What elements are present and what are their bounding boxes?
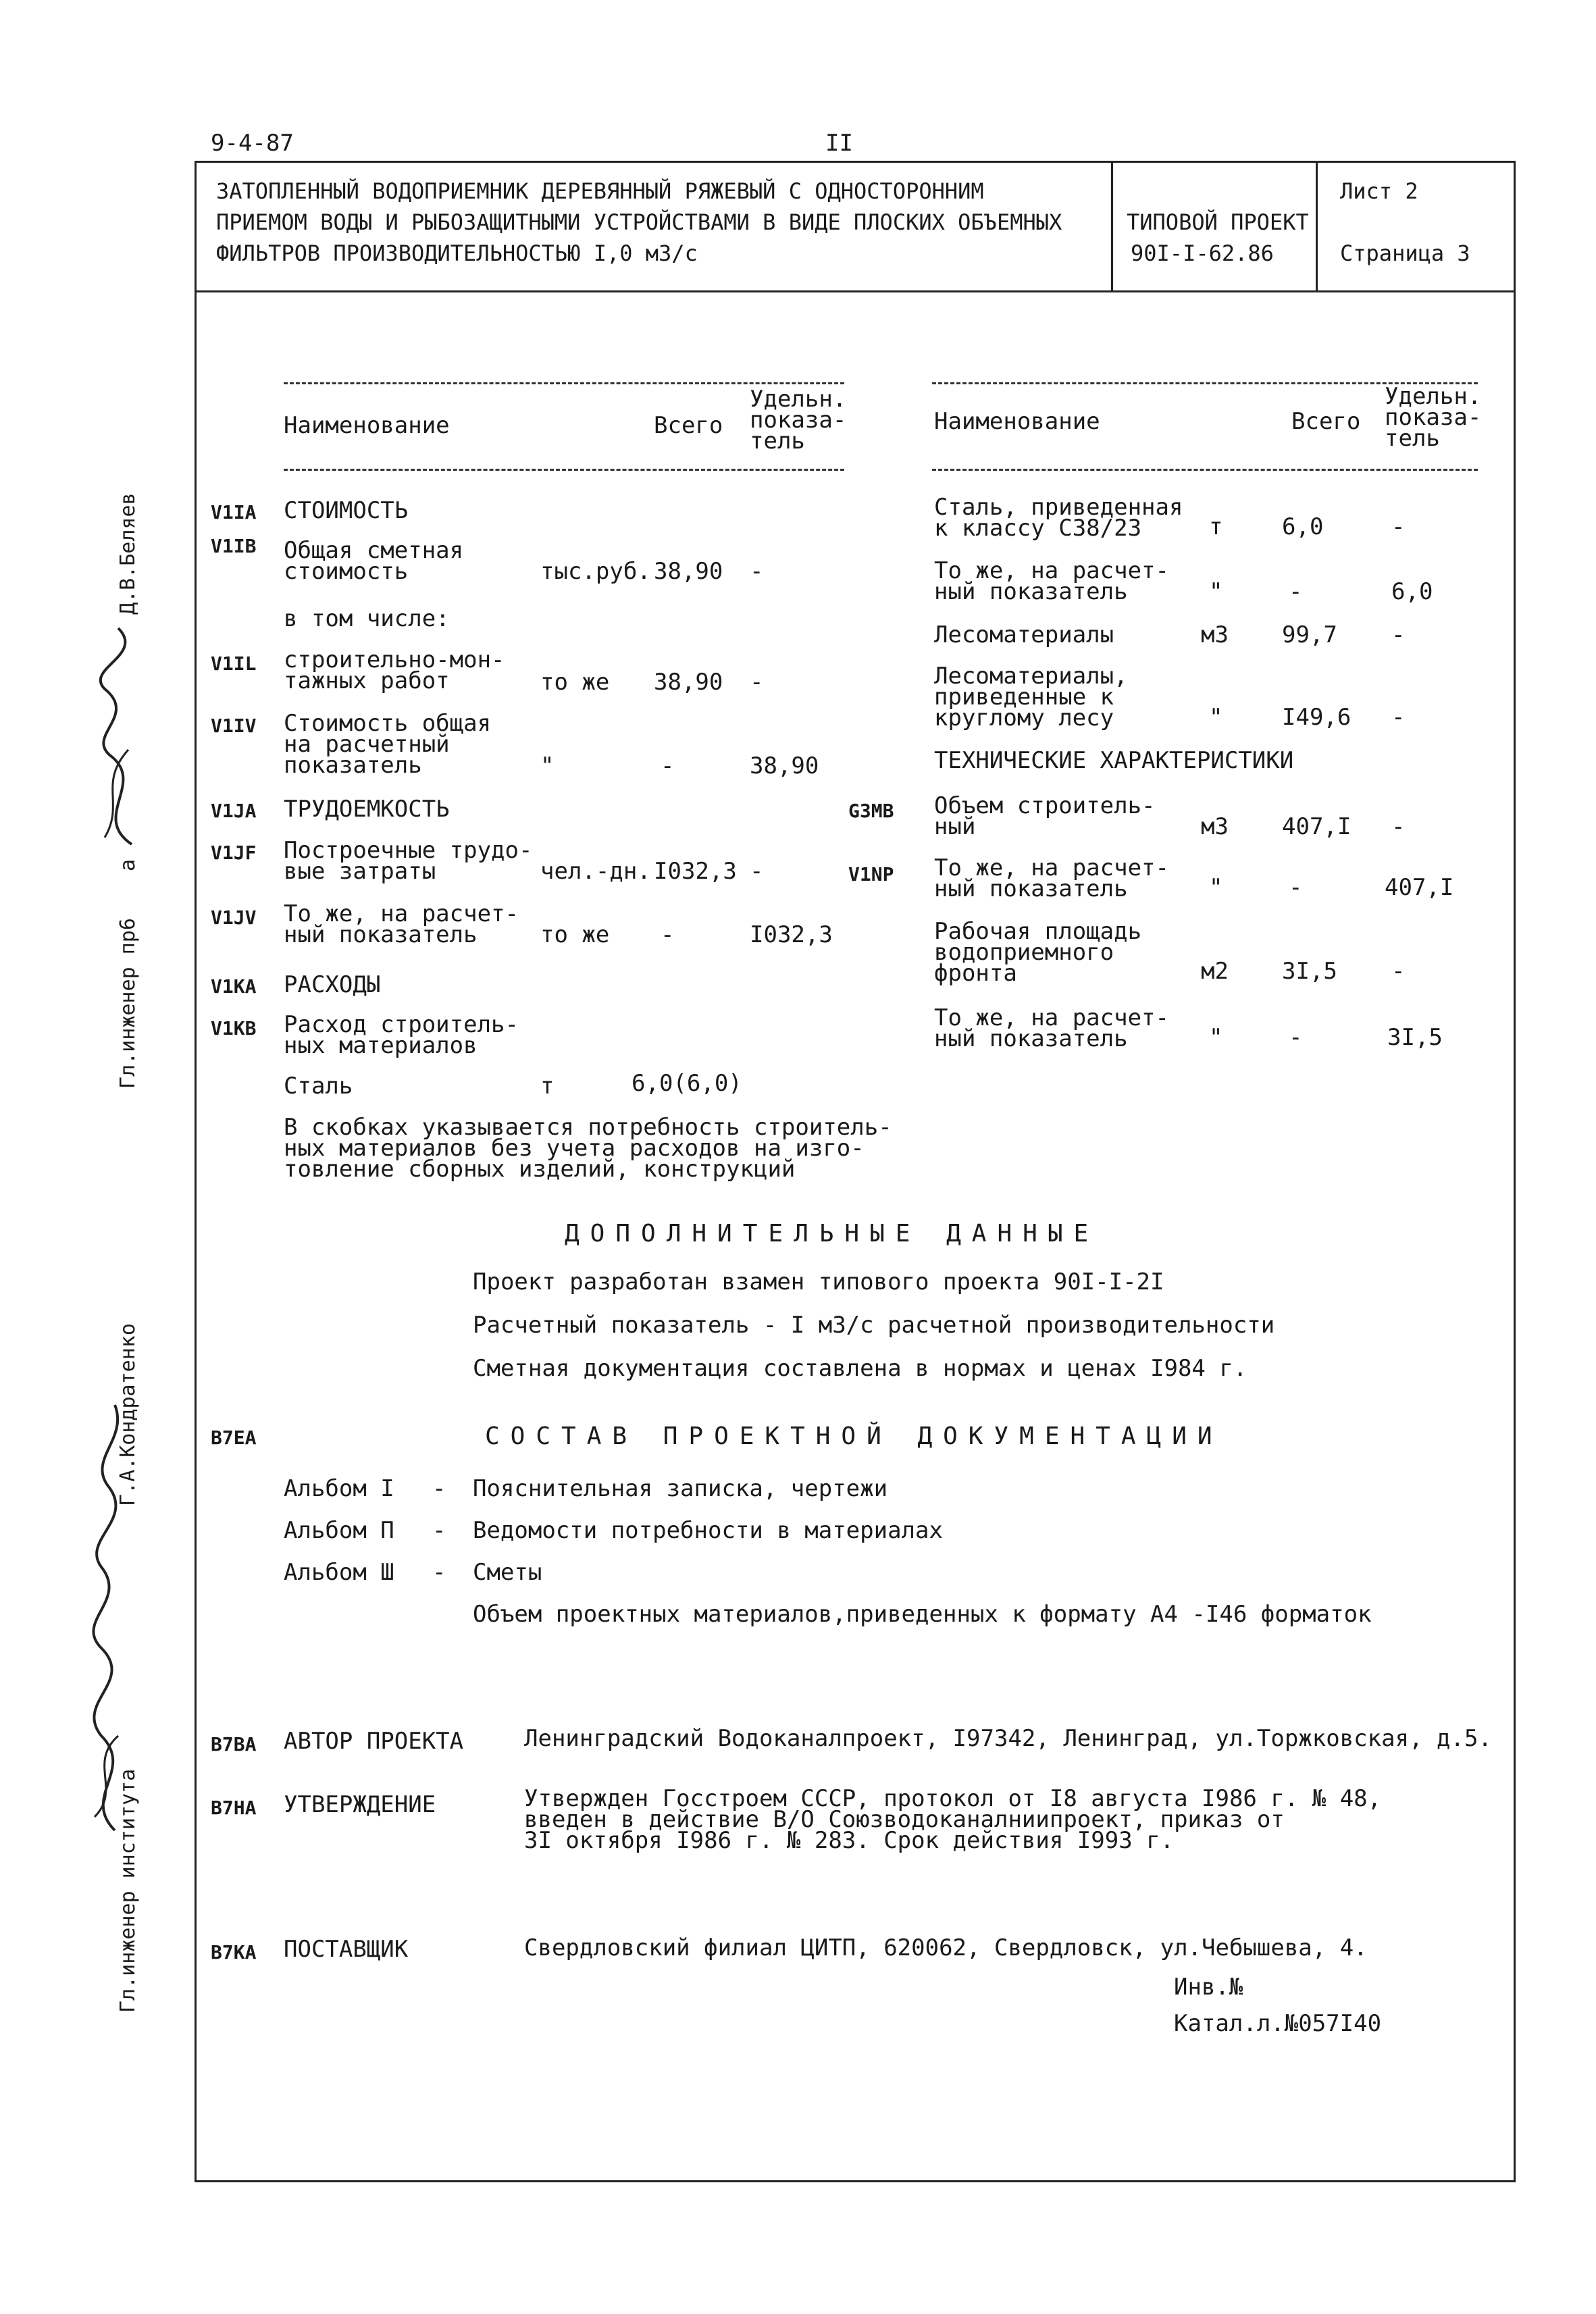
left-header-name: Наименование [284, 412, 450, 439]
right-table-header-rule [932, 469, 1478, 471]
inventory-number: Инв.№ [1174, 1974, 1243, 2001]
row-unit: то же [540, 669, 610, 696]
composition-code: B7EA [211, 1426, 257, 1449]
row-name: Лесоматериалы, приведенные к круглому лесу [934, 663, 1128, 731]
row-name: Общая сметная стоимость [284, 537, 464, 585]
right-header-specific: Удельн. показа- тель [1385, 383, 1482, 452]
margin-role-top: Гл.инженер пр6 [116, 918, 140, 1089]
row-unit: т [1209, 513, 1223, 540]
row-total: 6,0(6,0) [632, 1070, 742, 1097]
row-name: строительно-мон- тажных работ [284, 646, 505, 694]
row-code: V1KB [211, 1017, 257, 1039]
row-specific: 6,0 [1391, 578, 1433, 605]
row-name: То же, на расчет- ный показатель [934, 854, 1169, 902]
row-code: V1KA [211, 975, 257, 998]
row-specific: - [1391, 813, 1406, 840]
row-code: V1NP [848, 863, 894, 885]
page-number: II [825, 130, 853, 157]
title-line-2: ПРИЕМОМ ВОДЫ И РЫБОЗАЩИТНЫМИ УСТРОЙСТВАМИ В ВИДЕ ПЛОСКИХ ОБЪЕМНЫХ [216, 209, 1062, 235]
row-unit: " [1209, 1024, 1223, 1051]
margin-role-bottom: Гл.инженер института [116, 1768, 140, 2013]
title-line-3: ФИЛЬТРОВ ПРОИЗВОДИТЕЛЬНОСТЬЮ I,0 м3/с [216, 240, 698, 266]
row-specific: I032,3 [750, 921, 833, 948]
row-total: 99,7 [1282, 621, 1337, 648]
author-code: B7BA [211, 1733, 257, 1755]
row-name: ТЕХНИЧЕСКИЕ ХАРАКТЕРИСТИКИ [934, 747, 1294, 774]
row-unit: " [1209, 704, 1223, 731]
row-name: Сталь, приведенная к классу С38/23 [934, 494, 1183, 542]
row-name: ТРУДОЕМКОСТЬ [284, 796, 450, 823]
row-unit: " [1209, 578, 1223, 605]
row-name: Сталь [284, 1073, 353, 1100]
row-code: V1IL [211, 652, 257, 675]
album-label: Альбом Ш [284, 1559, 394, 1586]
row-unit: тыс.руб. [540, 558, 651, 585]
row-code: V1JF [211, 842, 257, 864]
row-name: Построечные трудо- вые затраты [284, 837, 533, 885]
approval-label: УТВЕРЖДЕНИЕ [284, 1791, 436, 1818]
row-name: СТОИМОСТЬ [284, 497, 409, 524]
left-table-top-rule [284, 382, 844, 384]
album-text: Ведомости потребности в материалах [473, 1517, 943, 1544]
row-total: 38,90 [654, 558, 723, 585]
row-name: Рабочая площадь водоприемного фронта [934, 918, 1142, 987]
page-label: Страница 3 [1340, 240, 1470, 266]
left-table-note: В скобках указывается потребность строитель- ных материалов без учета расходов на изго- товление сборных изделий, конструкций [284, 1114, 892, 1183]
margin-name-bottom: Г.А.Кондратенко [116, 1323, 140, 1506]
document-date: 9-4-87 [211, 130, 294, 157]
margin-letter-top: а [116, 858, 140, 871]
row-total: 3I,5 [1282, 958, 1337, 985]
row-specific: - [750, 858, 764, 885]
row-total: - [661, 752, 675, 779]
album-dash: - [432, 1475, 446, 1502]
row-unit: м3 [1201, 813, 1229, 840]
album-label: Альбом I [284, 1475, 394, 1502]
right-header-total: Всего [1291, 408, 1361, 435]
author-label: АВТОР ПРОЕКТА [284, 1728, 464, 1755]
row-total: I49,6 [1282, 704, 1352, 731]
supplier-code: B7KA [211, 1941, 257, 1963]
row-name: То же, на расчет- ный показатель [934, 557, 1169, 605]
header-divider-2 [1316, 161, 1318, 290]
left-table-header-rule [284, 469, 844, 471]
row-total: - [1289, 578, 1303, 605]
row-unit: чел.-дн. [540, 858, 651, 885]
row-specific: - [1391, 513, 1406, 540]
signature-bottom [54, 1385, 155, 1844]
left-header-specific: Удельн. показа- тель [750, 386, 847, 455]
row-unit: " [540, 752, 555, 779]
additional-line-3: Сметная документация составлена в нормах и ценах I984 г. [473, 1355, 1247, 1382]
row-unit: " [1209, 874, 1223, 901]
row-specific: 38,90 [750, 752, 819, 779]
project-number: 90I-I-62.86 [1131, 240, 1274, 266]
row-code: V1JA [211, 800, 257, 822]
row-name: Расход строитель- ных материалов [284, 1011, 519, 1059]
row-unit: то же [540, 921, 610, 948]
row-specific: - [1391, 704, 1406, 731]
sheet-label: Лист 2 [1340, 178, 1418, 204]
supplier-label: ПОСТАВЩИК [284, 1936, 409, 1963]
header-bottom-border [195, 290, 1516, 292]
row-code: V1IA [211, 501, 257, 523]
row-specific: - [1391, 621, 1406, 648]
row-specific: - [750, 558, 764, 585]
row-name: То же, на расчет- ный показатель [934, 1004, 1169, 1052]
row-total: 407,I [1282, 813, 1352, 840]
row-total: 38,90 [654, 669, 723, 696]
right-header-name: Наименование [934, 408, 1100, 435]
additional-heading: ДОПОЛНИТЕЛЬНЫЕ ДАННЫЕ [565, 1220, 1100, 1248]
album-dash: - [432, 1517, 446, 1544]
row-code: G3MB [848, 800, 894, 822]
row-unit: т [540, 1073, 555, 1100]
additional-line-1: Проект разработан взамен типового проекта 90I-I-2I [473, 1268, 1164, 1295]
additional-line-2: Расчетный показатель - I м3/с расчетной производительности [473, 1312, 1275, 1339]
approval-code: B7HA [211, 1797, 257, 1819]
margin-name-top: Д.В.Беляев [116, 492, 140, 615]
title-line-1: ЗАТОПЛЕННЫЙ ВОДОПРИЕМНИК ДЕРЕВЯННЫЙ РЯЖЕВЫЙ С ОДНОСТОРОННИМ [216, 178, 984, 204]
row-unit: м3 [1201, 621, 1229, 648]
left-header-total: Всего [654, 412, 723, 439]
composition-volume: Объем проектных материалов,приведенных к формату А4 -I46 форматок [473, 1601, 1372, 1628]
album-text: Пояснительная записка, чертежи [473, 1475, 888, 1502]
row-specific: 3I,5 [1387, 1024, 1443, 1051]
row-name: Объем строитель- ный [934, 792, 1156, 840]
approval-text: Утвержден Госстроем СССР, протокол от I8 августа I986 г. № 48, введен в действие В/О Союзводоканалниипроект, приказ от 3I октября I986 г. № 283. Срок действия I993 г. [524, 1785, 1382, 1854]
row-name: РАСХОДЫ [284, 971, 381, 998]
row-name: Стоимость общая на расчетный показатель [284, 710, 492, 779]
composition-heading: СОСТАВ ПРОЕКТНОЙ ДОКУМЕНТАЦИИ [485, 1422, 1223, 1450]
row-name: То же, на расчет- ный показатель [284, 900, 519, 948]
row-total: I032,3 [654, 858, 737, 885]
row-total: 6,0 [1282, 513, 1324, 540]
catalog-number: Катал.л.№057I40 [1174, 2010, 1382, 2037]
row-specific: - [1391, 958, 1406, 985]
row-code: V1IB [211, 535, 257, 557]
supplier-text: Свердловский филиал ЦИТП, 620062, Свердловск, ул.Чебышева, 4. [524, 1934, 1368, 1961]
row-name: в том числе: [284, 605, 450, 632]
row-specific: - [750, 669, 764, 696]
row-code: V1JV [211, 906, 257, 929]
row-code: V1IV [211, 715, 257, 737]
row-name: Лесоматериалы [934, 621, 1114, 648]
author-text: Ленинградский Водоканалпроект, I97342, Ленинград, ул.Торжковская, д.5. [524, 1725, 1492, 1752]
album-text: Сметы [473, 1559, 542, 1586]
album-dash: - [432, 1559, 446, 1586]
row-total: - [1289, 1024, 1303, 1051]
signature-top [64, 615, 159, 858]
row-total: - [1289, 874, 1303, 901]
project-label: ТИПОВОЙ ПРОЕКТ [1127, 209, 1309, 235]
album-label: Альбом П [284, 1517, 394, 1544]
row-total: - [661, 921, 675, 948]
row-unit: м2 [1201, 958, 1229, 985]
row-specific: 407,I [1385, 874, 1454, 901]
header-divider-1 [1111, 161, 1113, 290]
